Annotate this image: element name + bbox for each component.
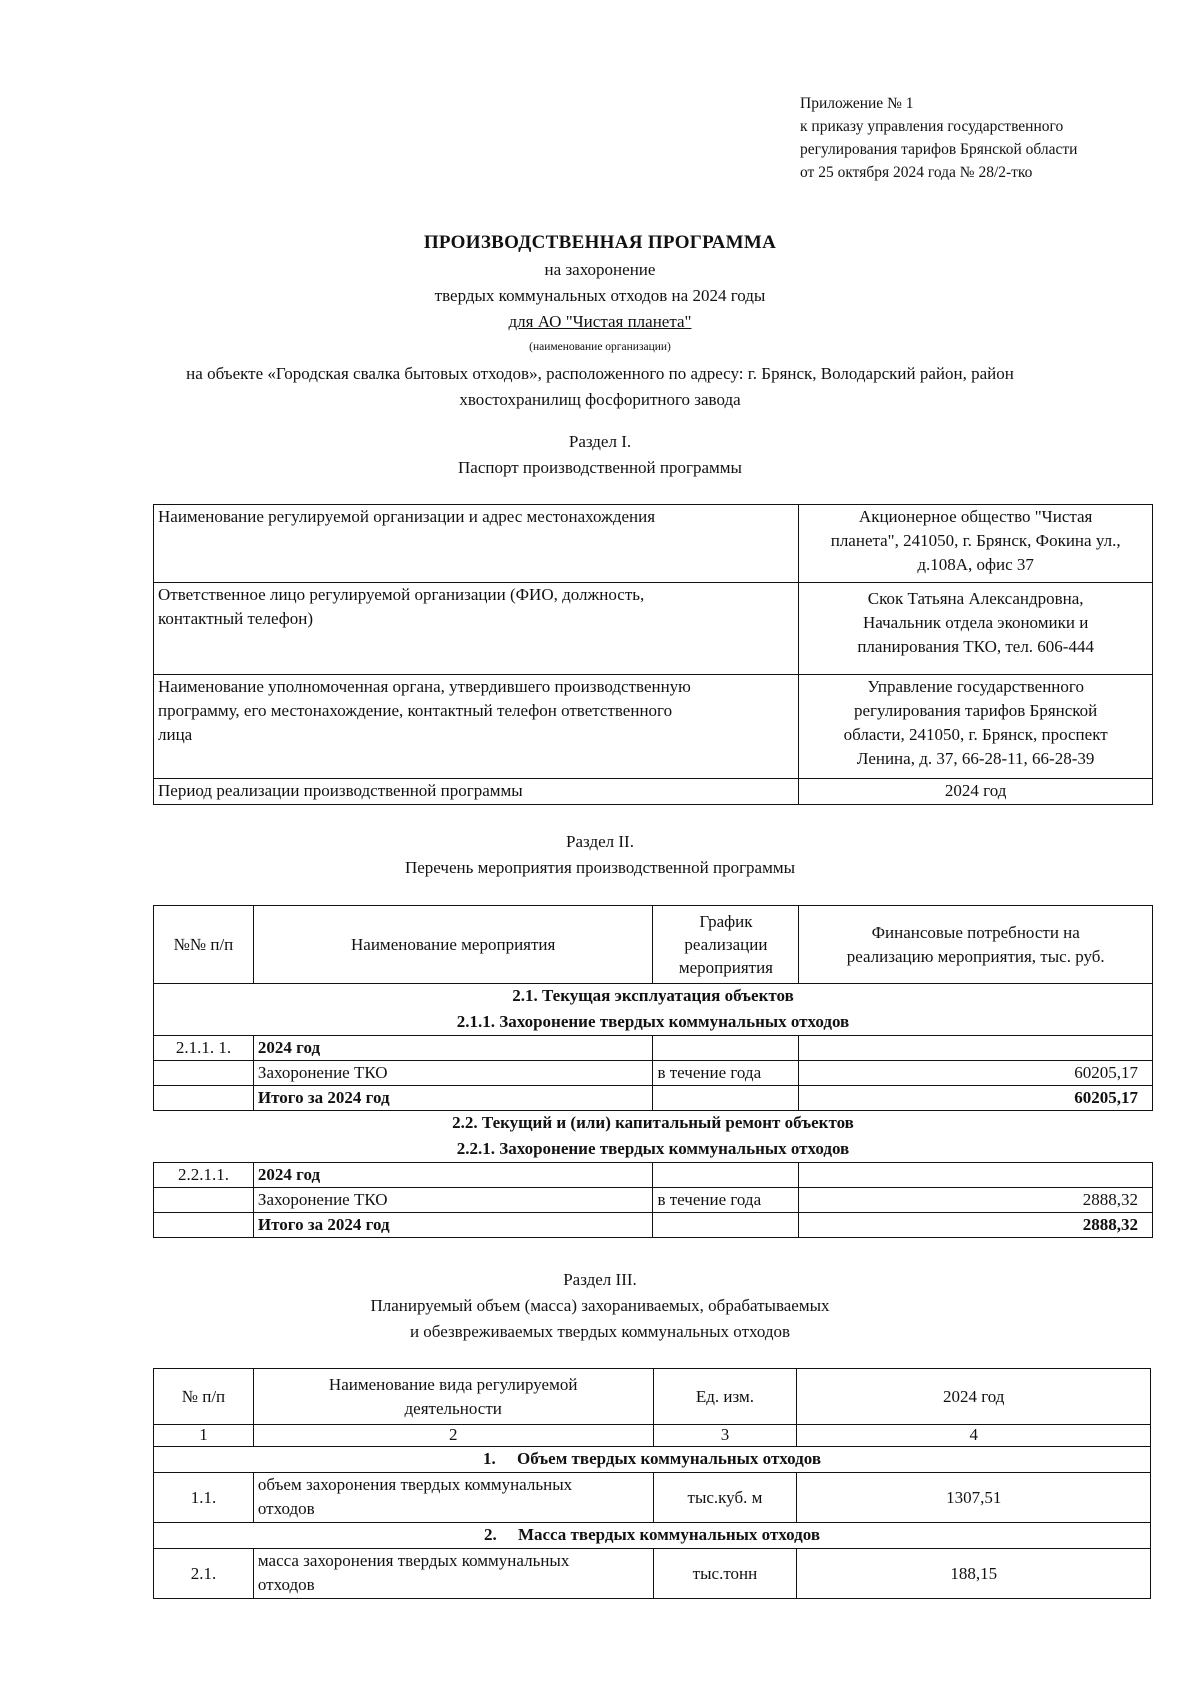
header-line-2: твердых коммунальных отходов на 2024 годы [434, 286, 766, 305]
passport-label: Наименование регулируемой организации и адрес местонахождения [154, 505, 799, 583]
passport-table [153, 504, 1153, 805]
row-total: 60205,17 [799, 1086, 1153, 1111]
header-num: №№ п/п [154, 906, 254, 984]
passport-value: 2024 год [799, 779, 1153, 805]
value-line: Управление государственного [867, 677, 1084, 696]
table-row [154, 1549, 1151, 1599]
label-line: лица [158, 725, 193, 744]
header-line-1: на захоронение [544, 260, 656, 279]
table-row [154, 1163, 1153, 1188]
band-title: Объем твердых коммунальных отходов [516, 1449, 822, 1468]
group-band-row [154, 1447, 1151, 1473]
object-line-2: хвостохранилищ фосфоритного завода [459, 390, 741, 409]
row-value: 1307,51 [797, 1473, 1151, 1523]
row-total-label: Итого за 2024 год [253, 1086, 653, 1111]
row-period-empty [653, 1213, 799, 1238]
row-amount: 2888,32 [799, 1188, 1153, 1213]
row-num: 1.1. [154, 1473, 254, 1523]
row-amount-empty [799, 1036, 1153, 1061]
value-line: планирования ТКО, тел. 606-444 [857, 637, 1094, 656]
header-line: График [699, 912, 753, 931]
group-band-row [154, 1137, 1153, 1163]
table-header-row [154, 906, 1153, 984]
row-total-label: Итого за 2024 год [253, 1213, 653, 1238]
header-activity-name: Наименование мероприятия [253, 906, 653, 984]
value-line: Скок Татьяна Александровна, [867, 589, 1084, 608]
row-name [253, 1473, 653, 1523]
value-line: Акционерное общество "Чистая [858, 507, 1093, 526]
header-line: мероприятия [678, 958, 773, 977]
row-num: 2.1. [154, 1549, 254, 1599]
value-line: области, 241050, г. Брянск, проспект [843, 725, 1108, 744]
row-num-empty [154, 1086, 254, 1111]
value-line: регулирования тарифов Брянской [854, 701, 1098, 720]
table-header-row [154, 1369, 1151, 1425]
name-line: отходов [257, 1575, 315, 1594]
group-band: 2.2. Текущий и (или) капитальный ремонт объектов [154, 1111, 1153, 1137]
row-num-empty [154, 1061, 254, 1086]
passport-value [799, 583, 1153, 675]
row-total: 2888,32 [799, 1213, 1153, 1238]
group-band-row [154, 1111, 1153, 1137]
group-band [154, 1523, 1151, 1549]
group-band-row [154, 1523, 1151, 1549]
header-unit: Ед. изм. [653, 1369, 797, 1425]
group-subband: 2.1.1. Захоронение твердых коммунальных отходов [154, 1010, 1153, 1036]
volume-table [153, 1368, 1151, 1599]
appendix-line-4: от 25 октября 2024 года № 28/2-тко [800, 164, 1033, 181]
section1-heading: Раздел I. [568, 432, 632, 451]
section2-subheading: Перечень мероприятия производственной программы [404, 858, 796, 877]
row-year: 2024 год [253, 1163, 653, 1188]
name-line: масса захоронения твердых коммунальных [257, 1551, 570, 1570]
row-period: в течение года [653, 1061, 799, 1086]
appendix-line-2: к приказу управления государственного [800, 118, 1064, 135]
group-band-row [154, 1010, 1153, 1036]
row-num: 2.2.1.1. [154, 1163, 254, 1188]
row-num: 2.1.1. 1. [154, 1036, 254, 1061]
label-line: контактный телефон) [158, 609, 313, 628]
table-row [154, 505, 1153, 583]
header-activity-type [253, 1369, 653, 1425]
value-line: Начальник отдела экономики и [862, 613, 1089, 632]
passport-label [154, 675, 799, 779]
row-name [253, 1549, 653, 1599]
band-number: 1. [482, 1449, 496, 1468]
column-number: 2 [253, 1425, 653, 1447]
appendix-line-3: регулирования тарифов Брянской области [800, 141, 1078, 158]
table-row [154, 1473, 1151, 1523]
row-amount: 60205,17 [799, 1061, 1153, 1086]
column-number: 4 [797, 1425, 1151, 1447]
name-line: объем захоронения твердых коммунальных [257, 1475, 573, 1494]
row-unit: тыс.тонн [653, 1549, 797, 1599]
table-row [154, 583, 1153, 675]
header-year: 2024 год [797, 1369, 1151, 1425]
passport-value [799, 505, 1153, 583]
label-line: Наименование уполномоченная органа, утвердившего производственную [158, 677, 691, 696]
document-title: ПРОИЗВОДСТВЕННАЯ ПРОГРАММА [423, 232, 777, 253]
row-value: 188,15 [797, 1549, 1151, 1599]
band-number: 2. [483, 1525, 497, 1544]
row-item: Захоронение ТКО [253, 1188, 653, 1213]
group-subband: 2.2.1. Захоронение твердых коммунальных отходов [154, 1137, 1153, 1163]
table-row [154, 1036, 1153, 1061]
table-row [154, 779, 1153, 805]
header-line: Финансовые потребности на [871, 922, 1080, 942]
header-schedule [653, 906, 799, 984]
organization-name-text: для АО "Чистая планета" [508, 312, 692, 331]
row-num-empty [154, 1188, 254, 1213]
appendix-line-1: Приложение № 1 [800, 95, 914, 112]
passport-label [154, 583, 799, 675]
section1-subheading: Паспорт производственной программы [458, 458, 742, 477]
row-unit: тыс.куб. м [653, 1473, 797, 1523]
organization-name [0, 312, 1200, 332]
value-line: планета", 241050, г. Брянск, Фокина ул., [830, 531, 1121, 550]
header-line: Наименование вида регулируемой [328, 1374, 578, 1394]
section3-subheading-2: и обезвреживаемых твердых коммунальных отходов [409, 1322, 791, 1341]
header-line: деятельности [404, 1398, 502, 1418]
column-number: 1 [154, 1425, 254, 1447]
row-period-empty [653, 1036, 799, 1061]
value-line: Ленина, д. 37, 66-28-11, 66-28-39 [856, 749, 1095, 768]
object-line-1: на объекте «Городская свалка бытовых отходов», расположенного по адресу: г. Брянск, Володарский район, район [186, 364, 1014, 383]
organization-caption: (наименование организации) [529, 341, 671, 353]
section3-heading: Раздел III. [563, 1270, 637, 1289]
name-line: отходов [257, 1499, 315, 1518]
header-finance [799, 906, 1153, 984]
header-num: № п/п [154, 1369, 254, 1425]
row-period-empty [653, 1163, 799, 1188]
section3-subheading-1: Планируемый объем (масса) захораниваемых, обрабатываемых [370, 1296, 830, 1315]
header-line: реализацию мероприятия, тыс. руб. [846, 946, 1105, 966]
group-band: 2.1. Текущая эксплуатация объектов [154, 984, 1153, 1010]
label-line: Ответственное лицо регулируемой организации (ФИО, должность, [158, 585, 645, 604]
passport-value [799, 675, 1153, 779]
section2-heading: Раздел II. [566, 832, 634, 851]
row-year: 2024 год [253, 1036, 653, 1061]
column-number: 3 [653, 1425, 797, 1447]
band-title: Масса твердых коммунальных отходов [517, 1525, 821, 1544]
value-line: д.108А, офис 37 [917, 555, 1034, 574]
label-line: программу, его местонахождение, контактный телефон ответственного [158, 701, 673, 720]
appendix-block [800, 92, 1160, 184]
table-row [154, 1061, 1153, 1086]
header-line: реализации [684, 935, 768, 954]
group-band-row [154, 984, 1153, 1010]
table-row [154, 1086, 1153, 1111]
group-band [154, 1447, 1151, 1473]
table-row [154, 1213, 1153, 1238]
row-item: Захоронение ТКО [253, 1061, 653, 1086]
passport-label: Период реализации производственной программы [154, 779, 799, 805]
column-number-row [154, 1425, 1151, 1447]
row-amount-empty [799, 1163, 1153, 1188]
row-period: в течение года [653, 1188, 799, 1213]
row-num-empty [154, 1213, 254, 1238]
table-row [154, 675, 1153, 779]
row-period-empty [653, 1086, 799, 1111]
table-row [154, 1188, 1153, 1213]
activities-table [153, 905, 1153, 1238]
